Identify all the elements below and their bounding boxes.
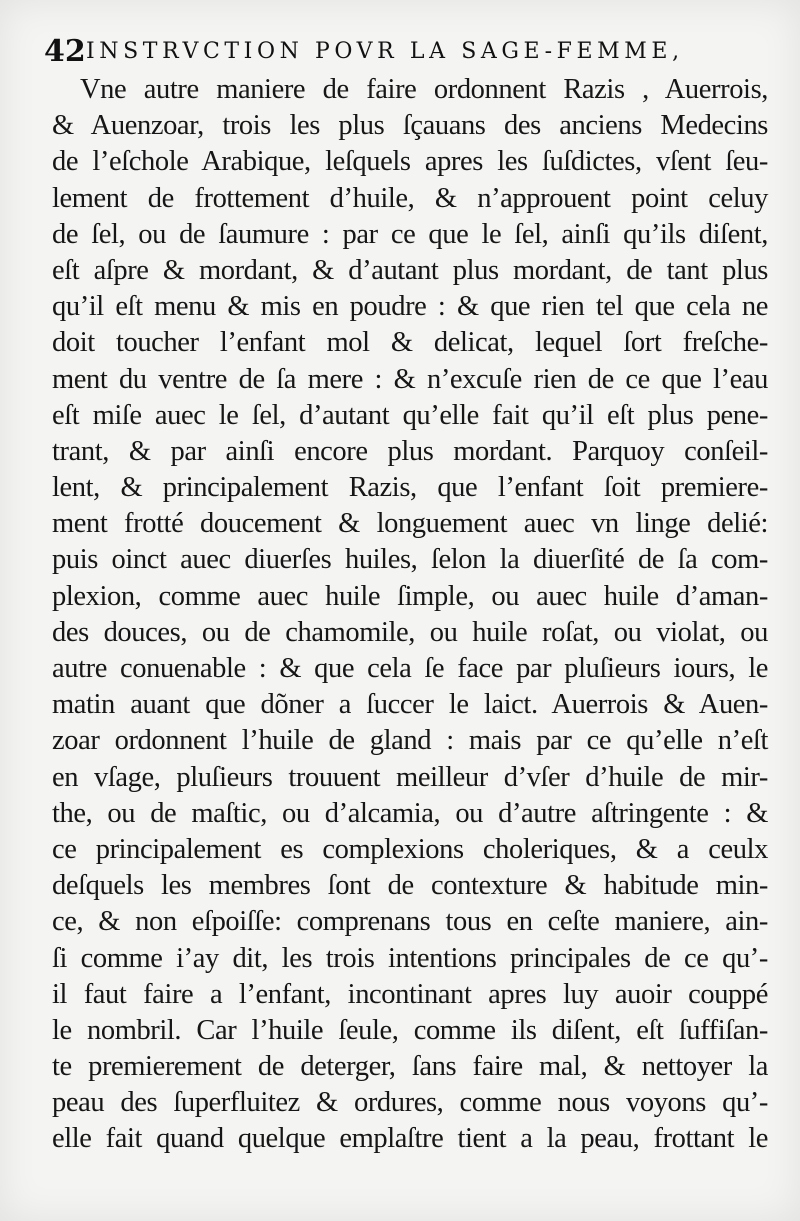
text-line: ce, & non eſpoiſſe: comprenans tous en ceſte maniere, ain- <box>52 906 768 938</box>
text-line: de ſel, ou de ſaumure : par ce que le ſel, ainſi qu’ils diſent, <box>52 218 768 250</box>
body-text <box>52 72 768 1158</box>
text-line: te premierement de deterger, ſans faire mal, & nettoyer la <box>52 1051 768 1083</box>
text-line: le nombril. Car l’huile ſeule, comme ils diſent, eſt ſuffiſan- <box>52 1014 768 1046</box>
text-line: doit toucher l’enfant mol & delicat, lequel ſort freſche- <box>52 327 768 359</box>
text-line: il faut faire a l’enfant, incontinant apres luy auoir couppé <box>52 978 768 1010</box>
text-line: ce principalement es complexions choleriques, & a ceulx <box>52 833 768 865</box>
text-line: deſquels les membres ſont de contexture & habitude min- <box>52 870 768 902</box>
text-line: ſi comme i’ay dit, les trois intentions principales de ce qu’- <box>52 942 768 974</box>
text-line: zoar ordonnent l’huile de gland : mais par ce qu’elle n’eſt <box>52 725 768 757</box>
page-number: 42 <box>44 34 86 69</box>
text-line: en vſage, pluſieurs trouuent meilleur d’vſer d’huile de mir- <box>52 761 768 793</box>
text-line: eſt aſpre & mordant, & d’autant plus mordant, de tant plus <box>52 254 768 286</box>
text-line: de l’eſchole Arabique, leſquels apres les ſuſdictes, vſent ſeu- <box>52 146 768 178</box>
text-line: puis oinct auec diuerſes huiles, ſelon la diuerſité de ſa com- <box>52 544 768 576</box>
page-header <box>44 32 784 72</box>
text-line: trant, & par ainſi encore plus mordant. Parquoy conſeil- <box>52 435 768 467</box>
text-line: plexion, comme auec huile ſimple, ou auec huile d’aman- <box>52 580 768 612</box>
running-head: INSTRVCTION POVR LA SAGE-FEMME, <box>86 39 684 64</box>
text-line: ment du ventre de ſa mere : & n’excuſe rien de ce que l’eau <box>52 363 768 395</box>
text-line: the, ou de maſtic, ou d’alcamia, ou d’autre aſtringente : & <box>52 797 768 829</box>
text-line: qu’il eſt menu & mis en poudre : & que rien tel que cela ne <box>52 291 768 323</box>
text-line: eſt miſe auec le ſel, d’autant qu’elle fait qu’il eſt plus pene- <box>52 399 768 431</box>
text-line: des douces, ou de chamomile, ou huile roſat, ou violat, ou <box>52 616 768 648</box>
text-line: lement de frottement d’huile, & n’approuent point celuy <box>52 182 768 214</box>
text-line: Vne autre maniere de faire ordonnent Razis , Auerrois, <box>80 74 768 105</box>
text-line: ment frotté doucement & longuement auec vn linge delié: <box>52 508 768 540</box>
text-line: peau des ſuperfluitez & ordures, comme nous voyons qu’- <box>52 1087 768 1119</box>
text-line: elle fait quand quelque emplaſtre tient a la peau, frottant le <box>52 1123 768 1155</box>
text-line: & Auenzoar, trois les plus ſçauans des anciens Medecins <box>52 110 768 142</box>
text-line: matin auant que dõner a ſuccer le laict. Auerrois & Auen- <box>52 689 768 721</box>
text-line: autre conuenable : & que cela ſe face par pluſieurs iours, le <box>52 653 768 684</box>
text-line: lent, & principalement Razis, que l’enfant ſoit premiere- <box>52 472 768 504</box>
